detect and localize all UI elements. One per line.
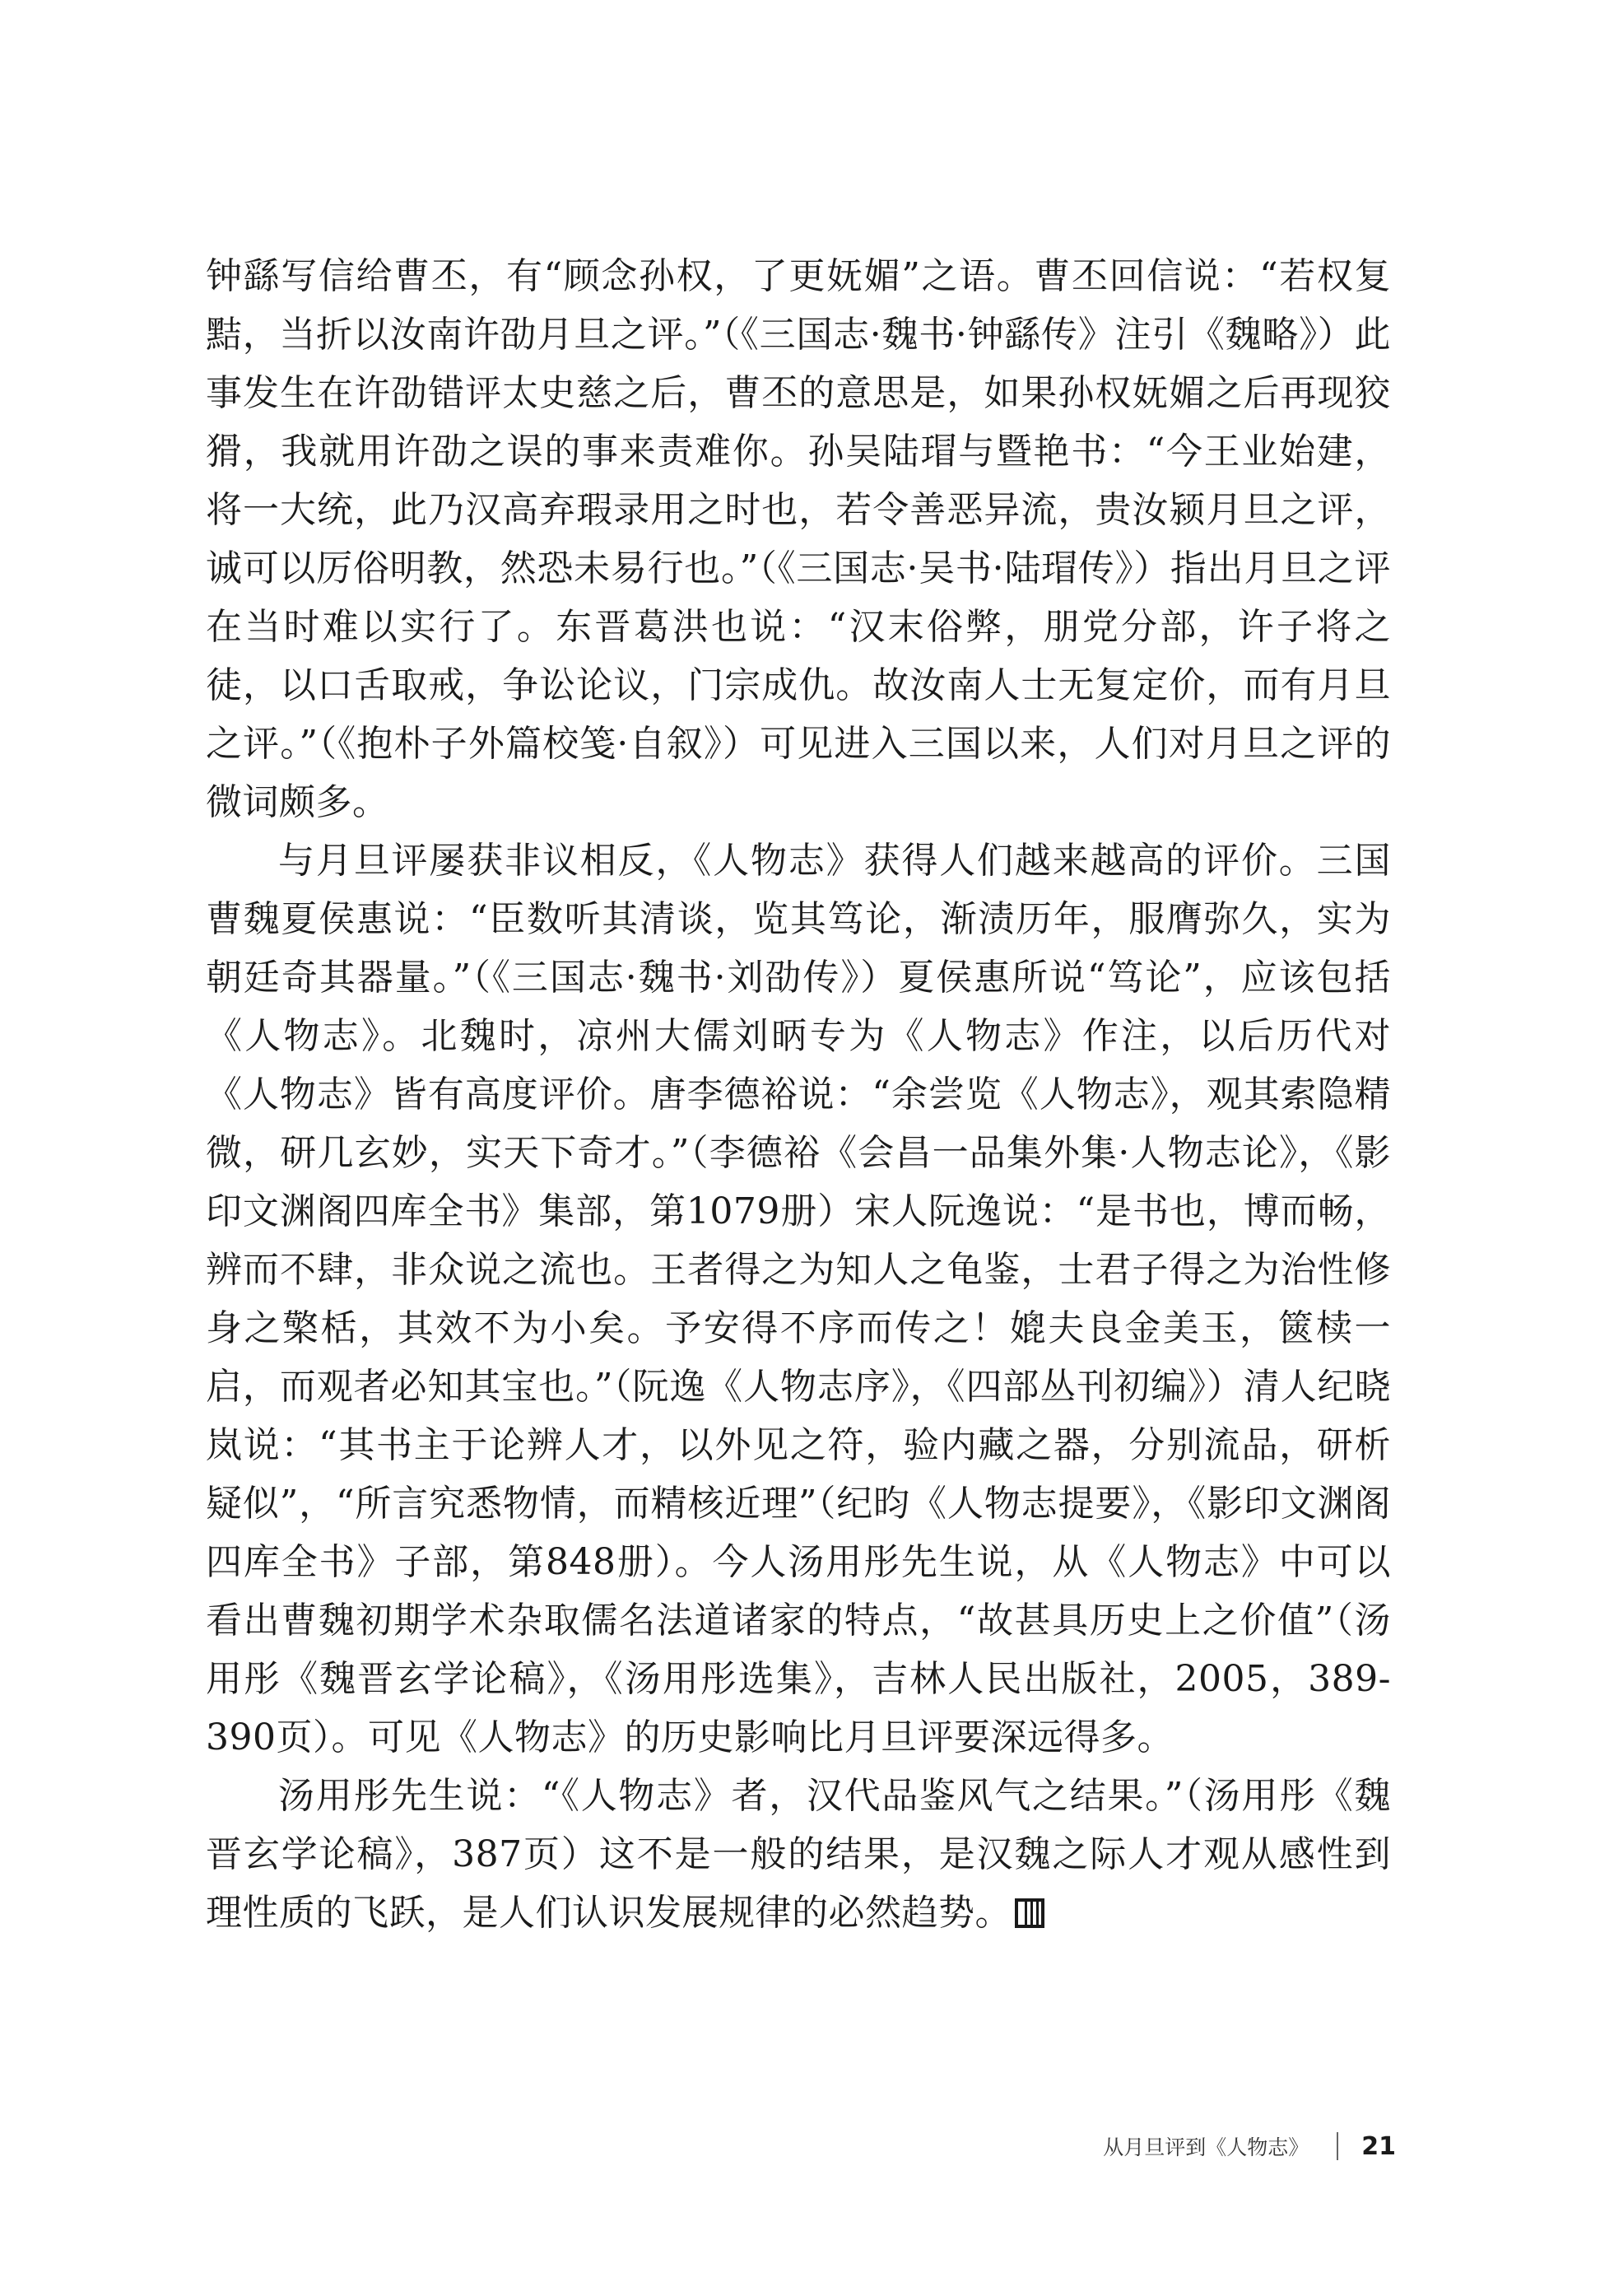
page-footer	[1103, 2126, 1396, 2167]
paragraph-1: 钟繇写信给曹丕，有“顾念孙权，了更妩媚”之语。曹丕回信说：“若权复黠，当折以汝南许劭月旦之评。”（《三国志·魏书·钟繇传》注引《魏略》）此事发生在许劭错评太史慈之后，曹丕的意思是，如果孙权妩媚之后再现狡猾，我就用许劭之误的事来责难你。孙吴陆瑁与暨艳书：“今王业始建，将一大统，此乃汉高弃瑕录用之时也，若令善恶异流，贵汝颍月旦之评，诚可以厉俗明教，然恐未易行也。”（《三国志·吴书·陆瑁传》）指出月旦之评在当时难以实行了。东晋葛洪也说：“汉末俗弊，朋党分部，许子将之徒，以口舌取戒，争讼论议，门宗成仇。故汝南人士无复定价，而有月旦之评。”（《抱朴子外篇校笺·自叙》）可见进入三国以来，人们对月旦之评的微词颇多。	[206, 255, 1391, 823]
paragraph-3	[206, 1767, 1391, 1942]
running-chapter-title: 从月旦评到《人物志》	[1103, 2135, 1309, 2159]
page-number: 21	[1361, 2131, 1396, 2161]
end-of-article-icon	[1015, 1898, 1044, 1928]
paragraph-3-text: 汤用彤先生说：“《人物志》者，汉代品鉴风气之结果。”（汤用彤《魏晋玄学论稿》，387页）这不是一般的结果，是汉魏之际人才观从感性到理性质的飞跃，是人们认识发展规律的必然趋势。	[206, 1775, 1391, 1934]
paragraph-2: 与月旦评屡获非议相反，《人物志》获得人们越来越高的评价。三国曹魏夏侯惠说：“臣数听其清谈，览其笃论，渐渍历年，服膺弥久，实为朝廷奇其器量。”（《三国志·魏书·刘劭传》）夏侯惠所说“笃论”，应该包括《人物志》。北魏时，凉州大儒刘昞专为《人物志》作注，以后历代对《人物志》皆有高度评价。唐李德裕说：“余尝览《人物志》，观其索隐精微，研几玄妙，实天下奇才。”（李德裕《会昌一品集外集·人物志论》，《影印文渊阁四库全书》集部，第1079册）宋人阮逸说：“是书也，博而畅，辨而不肆，非众说之流也。王者得之为知人之龟鉴，士君子得之为治性修身之檠栝，其效不为小矣。予安得不序而传之！媲夫良金美玉，篋椟一启，而观者必知其宝也。”（阮逸《人物志序》，《四部丛刊初编》）清人纪晓岚说：“其书主于论辨人才，以外见之符，验内藏之器，分别流品，研析疑似”，“所言究悉物情，而精核近理”（纪昀《人物志提要》，《影印文渊阁四库全书》子部，第848册）。今人汤用彤先生说，从《人物志》中可以看出曹魏初期学术杂取儒名法道诸家的特点，“故甚具历史上之价值”（汤用彤《魏晋玄学论稿》，《汤用彤选集》，吉林人民出版社，2005，389-390页）。可见《人物志》的历史影响比月旦评要深远得多。	[206, 840, 1391, 1758]
footer-divider	[1337, 2132, 1338, 2160]
body-text	[206, 247, 1391, 1942]
